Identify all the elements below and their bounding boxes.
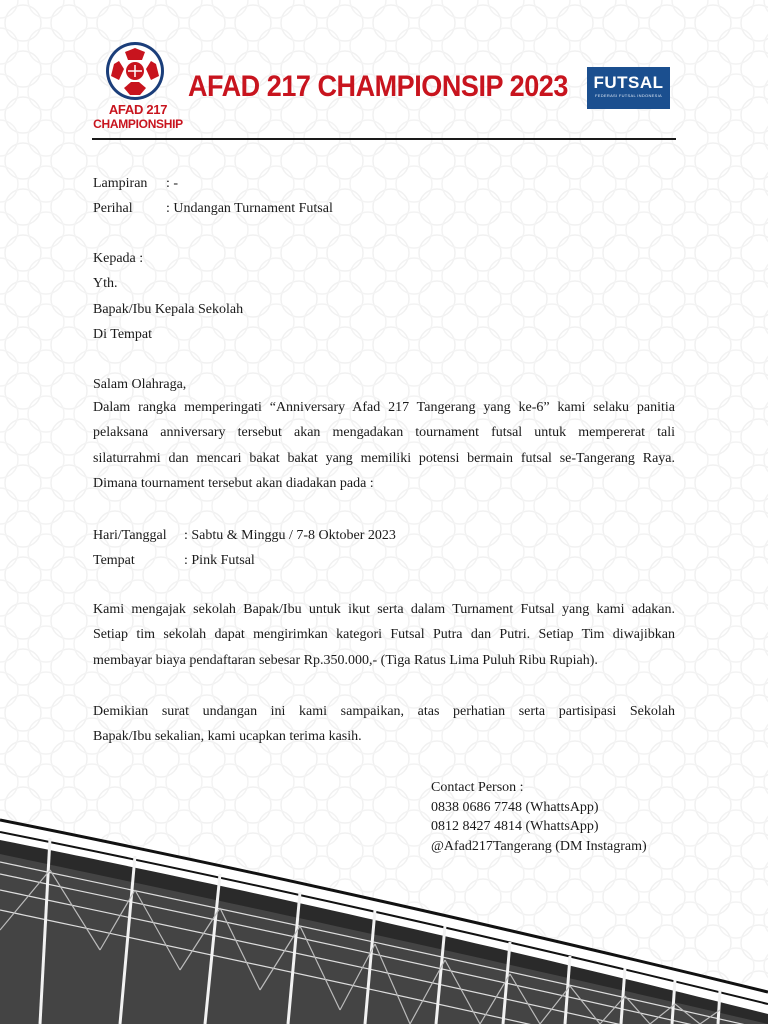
closing-line: Bapak/Ibu sekalian, kami ucapkan terima kasih.: [93, 729, 362, 745]
contact-block: [431, 778, 647, 856]
invitation-line: Kami mengajak sekolah Bapak/Ibu untuk ikut serta dalam Turnament Futsal yang kami adakan.: [93, 602, 675, 617]
perihal-value: : Undangan Turnament Futsal: [166, 201, 333, 216]
lampiran-label: Lampiran: [93, 176, 148, 191]
lampiran-value: : -: [166, 176, 179, 191]
intro-paragraph: [93, 395, 675, 496]
logo-line-1: AFAD 217: [108, 102, 168, 117]
futsal-logo-subtext: FEDERASI FUTSAL INDONESIA: [595, 93, 662, 98]
perihal-label: Perihal: [93, 201, 133, 216]
intro-line: Dalam rangka memperingati “Anniversary Afad 217 Tangerang yang ke-6” kami selaku panitia: [93, 400, 675, 415]
header-divider: [92, 138, 676, 140]
venue-label: Tempat: [93, 553, 135, 568]
logo-line-2: CHAMPIONSHIP: [93, 117, 183, 131]
greeting: Salam Olahraga,: [93, 377, 187, 392]
date-label: Hari/Tanggal: [93, 528, 167, 543]
football-emblem-icon: [104, 40, 166, 102]
contact-instagram: @Afad217Tangerang (DM Instagram): [431, 838, 647, 854]
intro-line: Dimana tournament tersebut akan diadakan pada :: [93, 475, 374, 491]
recipient-place: Di Tempat: [93, 327, 153, 342]
kepada-label: Kepada :: [93, 251, 144, 266]
futsal-federation-logo: [587, 67, 670, 109]
invitation-line: Setiap tim sekolah dapat mengirimkan kategori Futsal Putra dan Putri. Setiap Tim diwajibkan: [93, 627, 675, 643]
contact-heading: Contact Person :: [431, 780, 524, 795]
contact-phone-1: 0838 0686 7748 (WhattsApp): [431, 799, 599, 815]
intro-line: silaturrahmi dan mencari bakat bakat yang memiliki potensi bermain futsal se-Tangerang Raya.: [93, 450, 675, 466]
page-title: AFAD 217 CHAMPIONSIP 2023: [188, 70, 568, 103]
afad-217-logo: [88, 40, 188, 134]
invitation-line: membayar biaya pendaftaran sebesar Rp.350.000,- (Tiga Ratus Lima Puluh Ribu Rupiah).: [93, 652, 598, 668]
yth-label: Yth.: [93, 276, 118, 291]
futsal-logo-text: FUTSAL: [593, 73, 664, 92]
closing-line: Demikian surat undangan ini kami sampaikan, atas perhatian serta partisipasi Sekolah: [93, 704, 675, 719]
invitation-paragraph: [93, 597, 675, 673]
intro-line: pelaksana anniversary tersebut akan mengadakan tournament futsal untuk mempererat tali: [93, 425, 675, 441]
recipient-name: Bapak/Ibu Kepala Sekolah: [93, 302, 244, 317]
date-value: : Sabtu & Minggu / 7-8 Oktober 2023: [184, 528, 396, 543]
closing-paragraph: [93, 699, 675, 750]
venue-value: : Pink Futsal: [184, 553, 255, 568]
contact-phone-2: 0812 8427 4814 (WhattsApp): [431, 819, 599, 835]
